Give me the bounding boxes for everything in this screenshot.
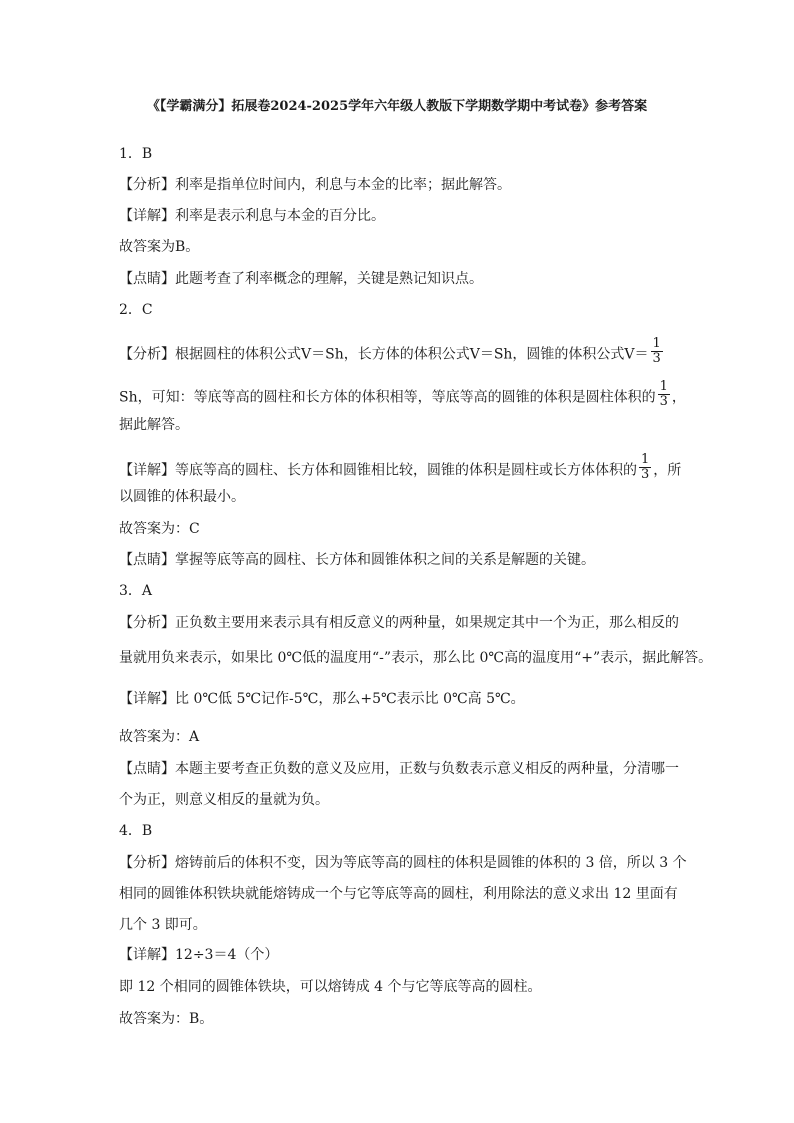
q2-detail-line-1	[119, 452, 682, 485]
q2-comment: 【点睛】掌握等底等高的圆柱、长方体和圆锥体积之间的关系是解题的关键。	[119, 552, 595, 568]
fraction-denominator: 3	[652, 351, 661, 366]
q2-analysis-line-1	[119, 336, 665, 369]
fraction-one-third	[658, 380, 670, 409]
q3-analysis-line-2: 量就用负来表示，如果比 0℃低的温度用“-”表示，那么比 0℃高的温度用“+”表示，据此解答。	[119, 650, 713, 666]
q4-detail: 【详解】12÷3＝4（个）	[119, 947, 279, 963]
q2-analysis-text-2: Sh，可知：等底等高的圆柱和长方体的体积相等，等底等高的圆锥的体积是圆柱体积的	[119, 389, 656, 406]
q3-comment-line-2: 个为正，则意义相反的量就为负。	[119, 792, 329, 808]
q3-analysis-line-1: 【分析】正负数主要用来表示具有相反意义的两种量，如果规定其中一个为正，那么相反的	[119, 615, 679, 631]
q1-analysis: 【分析】利率是指单位时间内，利息与本金的比率；据此解答。	[119, 177, 511, 193]
fraction-one-third	[651, 337, 663, 366]
q2-detail-line-2: 以圆锥的体积最小。	[119, 489, 245, 505]
fraction-numerator: 1	[652, 336, 661, 351]
page-title: 《【学霸满分】拓展卷2024-2025学年六年级人教版下学期数学期中考试卷》参考答案	[146, 99, 648, 114]
q2-detail-text-1-end: ，所	[653, 462, 682, 479]
q3-number: 3．A	[119, 583, 153, 599]
q3-detail: 【详解】比 0℃低 5℃记作-5℃，那么+5℃表示比 0℃高 5℃。	[119, 691, 525, 707]
q4-detail-line-2: 即 12 个相同的圆锥体铁块，可以熔铸成 4 个与它等底等高的圆柱。	[119, 979, 542, 995]
q4-analysis-line-1: 【分析】熔铸前后的体积不变，因为等底等高的圆柱的体积是圆锥的体积的 3 倍，所以 3 个	[119, 855, 687, 871]
q2-analysis-line-2	[119, 379, 686, 412]
fraction-numerator: 1	[641, 452, 650, 467]
q2-analysis-line-3: 据此解答。	[119, 417, 189, 433]
q3-comment-line-1: 【点睛】本题主要考查正负数的意义及应用，正数与负数表示意义相反的两种量，分清哪一	[119, 761, 679, 777]
q4-number: 4．B	[119, 823, 153, 839]
q2-answer: 故答案为：C	[119, 521, 200, 537]
q1-detail: 【详解】利率是表示利息与本金的百分比。	[119, 208, 385, 224]
fraction-numerator: 1	[659, 379, 668, 394]
q2-analysis-text-1: 【分析】根据圆柱的体积公式V＝Sh，长方体的体积公式V＝Sh，圆锥的体积公式V＝	[119, 346, 649, 363]
q4-analysis-line-3: 几个 3 即可。	[119, 917, 207, 933]
q1-number: 1．B	[119, 146, 153, 162]
q1-answer: 故答案为B。	[119, 239, 200, 255]
q2-analysis-text-2-end: ，	[671, 389, 686, 406]
q4-answer: 故答案为：B。	[119, 1011, 214, 1027]
q2-detail-text-1: 【详解】等底等高的圆柱、长方体和圆锥相比较，圆锥的体积是圆柱或长方体体积的	[119, 462, 637, 479]
fraction-denominator: 3	[659, 394, 668, 409]
fraction-one-third	[639, 453, 651, 482]
fraction-denominator: 3	[641, 467, 650, 482]
q1-comment: 【点睛】此题考查了利率概念的理解，关键是熟记知识点。	[119, 271, 483, 287]
q4-analysis-line-2: 相同的圆锥体积铁块就能熔铸成一个与它等底等高的圆柱，利用除法的意义求出 12 里面有	[119, 886, 678, 902]
q2-number: 2．C	[119, 302, 153, 318]
q3-answer: 故答案为：A	[119, 729, 200, 745]
